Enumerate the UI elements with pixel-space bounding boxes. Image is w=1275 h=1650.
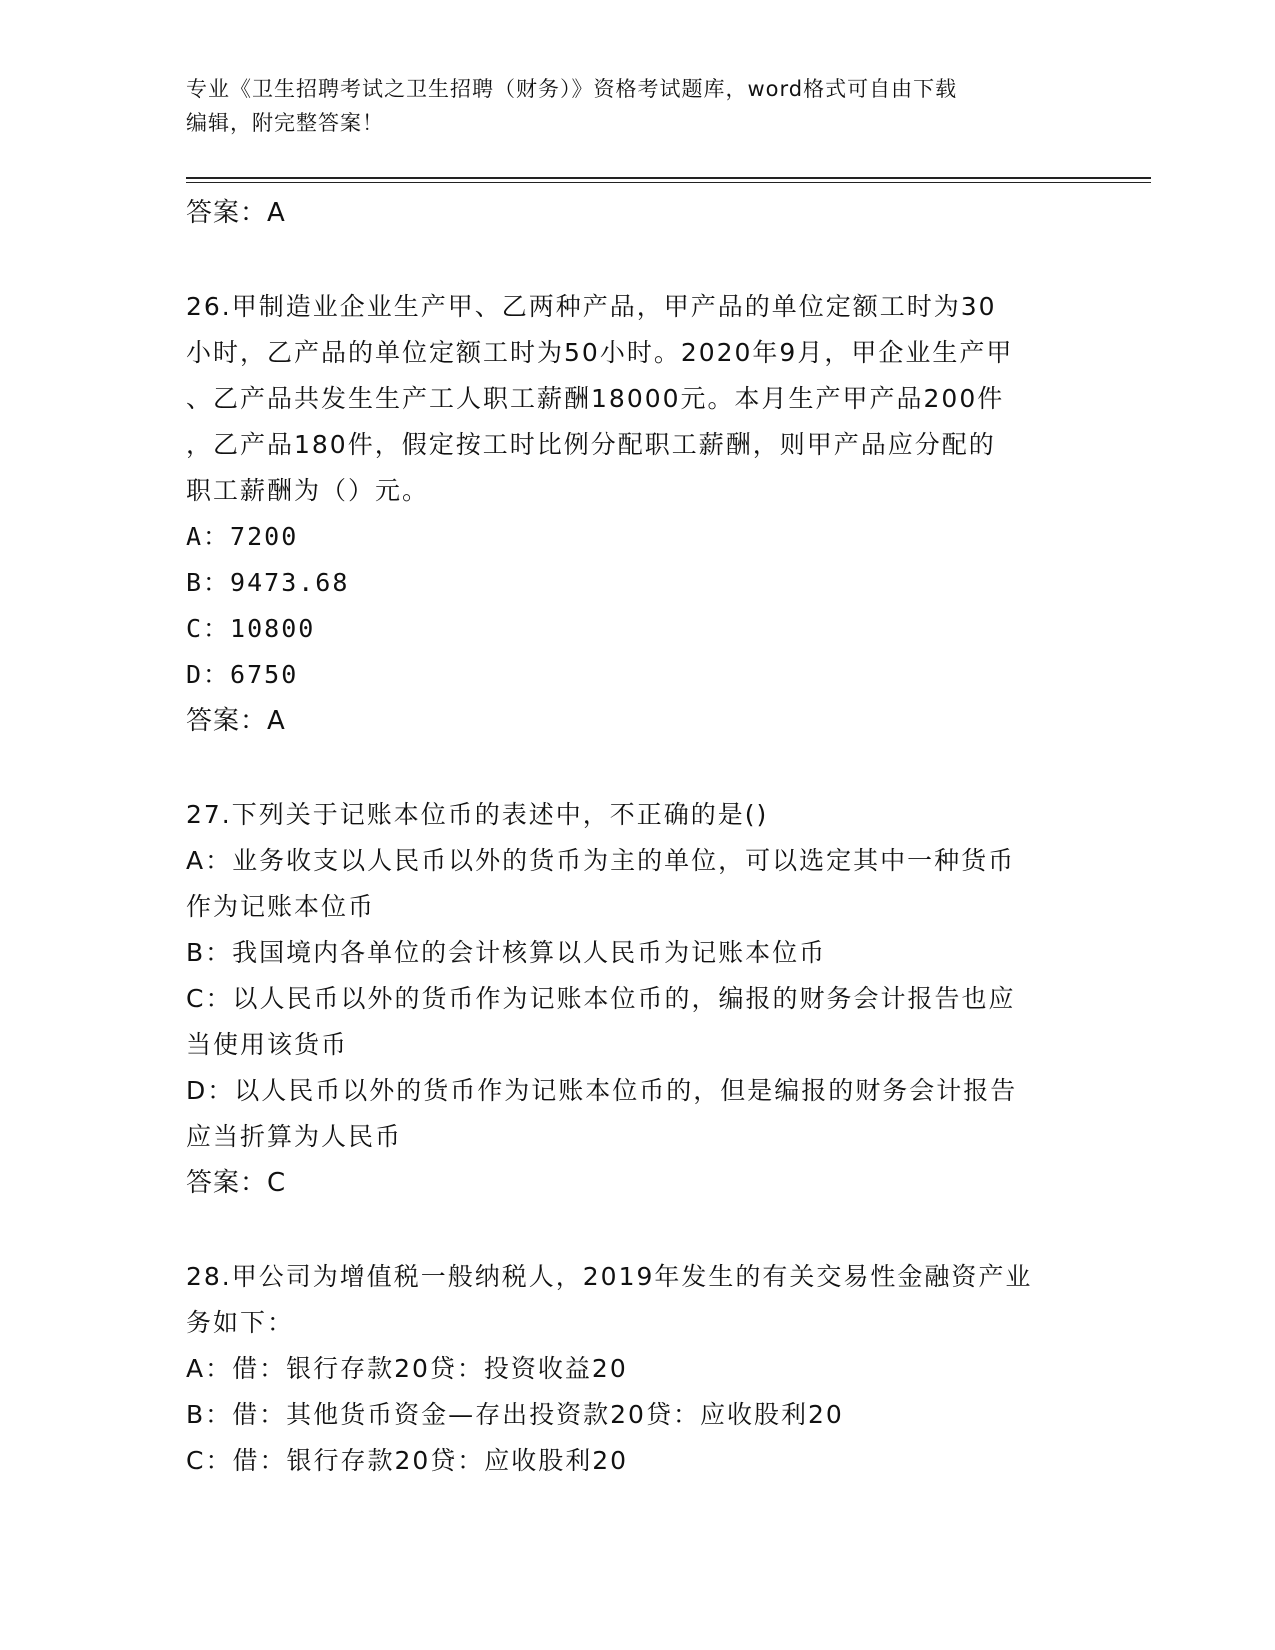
question-text-line: 28.甲公司为增值税一般纳税人，2019年发生的有关交易性金融资产业 xyxy=(186,1262,1033,1291)
option-a: A：业务收支以人民币以外的货币为主的单位，可以选定其中一种货币 xyxy=(186,846,1016,875)
question-text-line: ，乙产品180件，假定按工时比例分配职工薪酬，则甲产品应分配的 xyxy=(186,430,996,459)
answer-26: 答案：A xyxy=(186,706,286,736)
header-divider-thick xyxy=(186,177,1151,179)
answer-25: 答案：A xyxy=(186,198,286,228)
option-d-continued: 应当折算为人民币 xyxy=(186,1122,403,1151)
option-a: A：借：银行存款20贷：投资收益20 xyxy=(186,1354,628,1383)
option-b: B：9473.68 xyxy=(186,568,350,597)
question-text-line: 务如下： xyxy=(186,1308,295,1337)
question-text-line: 26.甲制造业企业生产甲、乙两种产品，甲产品的单位定额工时为30 xyxy=(186,292,997,321)
answer-27: 答案：C xyxy=(186,1168,287,1198)
header-divider-thin xyxy=(186,182,1151,183)
question-28 xyxy=(186,1254,1086,1484)
question-text-line: 小时，乙产品的单位定额工时为50小时。2020年9月，甲企业生产甲 xyxy=(186,338,1014,367)
option-c: C：10800 xyxy=(186,614,316,643)
document-header xyxy=(186,72,1086,140)
header-line-1: 专业《卫生招聘考试之卫生招聘（财务）》资格考试题库，word格式可自由下载 xyxy=(186,77,958,101)
header-line-2: 编辑，附完整答案！ xyxy=(186,111,384,135)
option-d: D：6750 xyxy=(186,660,299,689)
question-26 xyxy=(186,284,1086,744)
question-content xyxy=(186,190,1086,1484)
option-c: C：借：银行存款20贷：应收股利20 xyxy=(186,1446,629,1475)
question-27 xyxy=(186,792,1086,1206)
option-a: A：7200 xyxy=(186,522,299,551)
option-c: C：以人民币以外的货币作为记账本位币的，编报的财务会计报告也应 xyxy=(186,984,1016,1013)
option-b: B：我国境内各单位的会计核算以人民币为记账本位币 xyxy=(186,938,827,967)
question-text-line: 、乙产品共发生生产工人职工薪酬18000元。本月生产甲产品200件 xyxy=(186,384,1005,413)
question-text-line: 职工薪酬为（）元。 xyxy=(186,476,430,505)
option-a-continued: 作为记账本位币 xyxy=(186,892,376,921)
option-d: D：以人民币以外的货币作为记账本位币的，但是编报的财务会计报告 xyxy=(186,1076,1018,1105)
question-text-line: 27.下列关于记账本位币的表述中，不正确的是() xyxy=(186,800,769,829)
option-c-continued: 当使用该货币 xyxy=(186,1030,349,1059)
option-b: B：借：其他货币资金—存出投资款20贷：应收股利20 xyxy=(186,1400,844,1429)
